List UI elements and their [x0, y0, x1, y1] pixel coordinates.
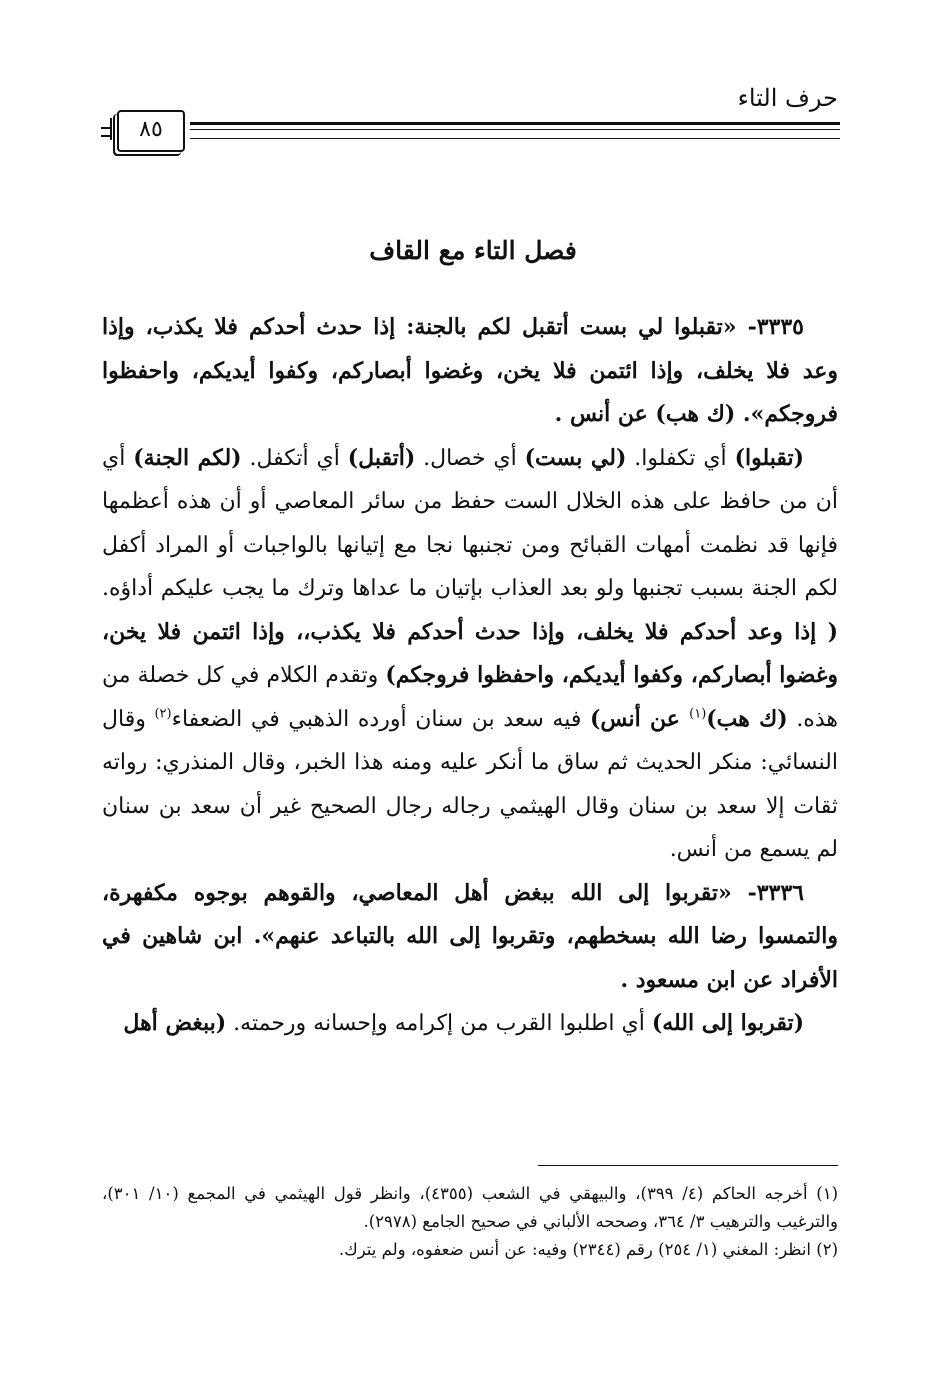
hadith-text: «تقبلوا لي بست أتقبل لكم بالجنة: إذا حدث أحدكم فلا يكذب، وإذا وعد فلا يخلف، وإذا ائتمن فلا يخن، وغضوا أبصاركم، وكفوا أيديكم، واحفظوا فروجكم».: [102, 314, 838, 427]
commentary-3336: [102, 1002, 838, 1046]
page-number-frame: [117, 110, 185, 152]
term: (تقبلوا): [734, 444, 805, 471]
footnote-1: (١) أخرجه الحاكم (٤/ ٣٩٩)، والبيهقي في الشعب (٤٣٥٥)، وانظر قول الهيثمي في المجمع (١٠/ ٣٠١)، والترغيب والترهيب ٣/ ٣٦٤، وصححه الألباني في صحيح الجامع (٢٩٧٨).: [102, 1184, 839, 1231]
commentary-3335: [102, 437, 838, 872]
term: (ببغض أهل: [123, 1010, 227, 1036]
section-title: فصل التاء مع القاف: [369, 236, 577, 265]
term: (أتقبل): [347, 444, 416, 471]
page-number: ٨٥: [139, 117, 163, 142]
gloss: فيه سعد بن سنان أورده الذهبي في الضعفاء: [171, 706, 590, 732]
footnotes: [102, 1180, 838, 1264]
main-text: [102, 306, 838, 1046]
chapter-title: حرف التاء: [737, 84, 838, 112]
gloss: أي أتكفل.: [241, 445, 348, 471]
gloss: وقال النسائي: منكر الحديث ثم ساق ما أنكر عليه ومنه هذا الخبر، وقال المنذري: رواته ثقات إلا سعد بن سنان وقال الهيثمي رجاله رجال الصحيح غير أن سعد بن سنان لم يسمع من أنس.: [102, 706, 838, 862]
hadith-source: (ك هب) عن أنس .: [554, 401, 736, 427]
hadith-3336: [102, 872, 838, 1003]
gloss: أي خصال.: [415, 445, 525, 471]
gloss: أي تكفلوا.: [626, 445, 735, 471]
hadith-3335: [102, 306, 838, 437]
gloss: وتقدم الكلام في كل خصلة من هذه.: [102, 663, 838, 732]
gloss: أي اطلبوا القرب من إكرامه وإحسانه ورحمته.: [226, 1011, 652, 1036]
hadith-source: ابن شاهين في الأفراد عن ابن مسعود .: [102, 923, 838, 993]
term: (تقربوا إلى الله): [651, 1010, 804, 1036]
gloss: أي أن من حافظ على هذه الخلال الست حفظ من سائر المعاصي أو أن هذه أعظمها فإنها قد نظمت أمهات القبائح ومن تجنبها نجا مع إتيانها بالواجبات أو المراد أكفل لكم الجنة بسبب تجنبها ولو بعد العذاب بإتيان ما عداها وترك ما يجب عليكم أداؤه.: [102, 445, 838, 601]
entry-number: ٣٣٣٥-: [747, 314, 804, 340]
header-rule: [190, 122, 840, 139]
entry-number: ٣٣٣٦-: [747, 879, 804, 906]
term: (لكم الجنة): [133, 444, 242, 471]
term: عن أنس): [590, 705, 690, 732]
hadith-text: «تقربوا إلى الله ببغض أهل المعاصي، والقوهم بوجوه مكفهرة، والتمسوا رضا الله بسخطهم، وتقربوا إلى الله بالتباعد عنهم».: [102, 879, 838, 949]
footnote-ref-1[interactable]: (١): [689, 706, 707, 722]
term: (ك هب): [706, 705, 788, 732]
term: ( إذا وعد أحدكم فلا يخلف، وإذا حدث أحدكم فلا يكذب،، وإذا ائتمن فلا يخن، وغضوا أبصاركم، وكفوا أيديكم، واحفظوا فروجكم): [102, 618, 838, 688]
term: (لي بست): [524, 444, 627, 471]
footnote-2: (٢) انظر: المغني (١/ ٢٥٤) رقم (٢٣٤٤) وفيه: عن أنس ضعفوه، ولم يترك.: [338, 1240, 838, 1259]
footnote-separator: [538, 1165, 838, 1166]
footnote-ref-2[interactable]: (٢): [154, 706, 172, 722]
